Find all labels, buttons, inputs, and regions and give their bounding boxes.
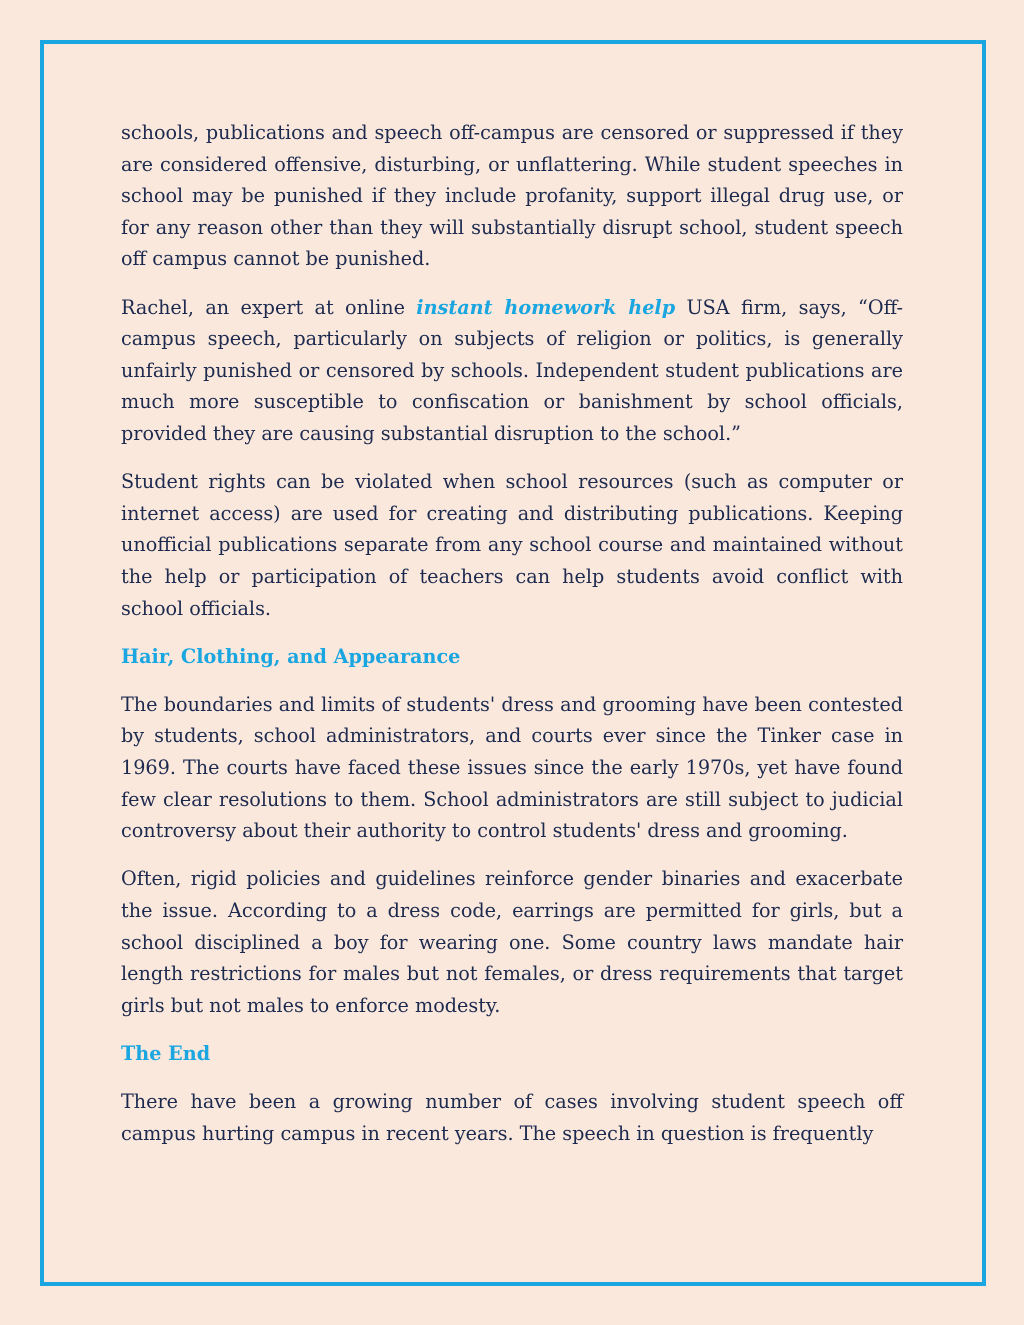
paragraph-school-resources: Student rights can be violated when school resources (such as computer or internet access) are used for creating and distributing publications. Keeping unofficial publications separate from any school course and maintained without the help or participation of teachers can help students avoid conflict with school officials. xyxy=(121,470,903,620)
paragraph-expert-quote-lead: Rachel, an expert at online xyxy=(121,295,417,319)
paragraph-expert-quote xyxy=(121,292,903,450)
heading-hair-clothing-appearance: Hair, Clothing, and Appearance xyxy=(121,644,461,668)
heading-the-end: The End xyxy=(121,1042,211,1065)
paragraph-gender-binaries: Often, rigid policies and guidelines reinforce gender binaries and exacerbate the issue. According to a dress code, earrings are permitted for girls, but a school disciplined a boy for wearing one. Some country laws mandate hair length restrictions for males but not females, or dress requirements that target girls but not males to enforce modesty. xyxy=(121,867,903,1017)
paragraph-growing-cases: There have been a growing number of cases involving student speech off campus hurting campus in recent years. The speech in question is frequently xyxy=(121,1090,903,1145)
paragraph-off-campus-censorship: schools, publications and speech off-campus are censored or suppressed if they are considered offensive, disturbing, or unflattering. While student speeches in school may be punished if they include profanity, support illegal drug use, or for any reason other than they will substantially disrupt school, student speech off campus cannot be punished. xyxy=(121,121,903,271)
document-body xyxy=(121,117,903,1166)
paragraph-expert-quote-rest: USA firm, says, “Off-campus speech, particularly on subjects of religion or politics, is generally unfairly punished or censored by schools. Independent student publications are much more susceptible to confiscation or banishment by school officials, provided they are causing substantial disruption to the school.” xyxy=(121,295,903,445)
paragraph-dress-grooming: The boundaries and limits of students' dress and grooming have been contested by students, school administrators, and courts ever since the Tinker case in 1969. The courts have faced these issues since the early 1970s, yet have found few clear resolutions to them. School administrators are still subject to judicial controversy about their authority to control students' dress and grooming. xyxy=(121,692,903,843)
instant-homework-help-link[interactable]: instant homework help xyxy=(416,295,676,319)
